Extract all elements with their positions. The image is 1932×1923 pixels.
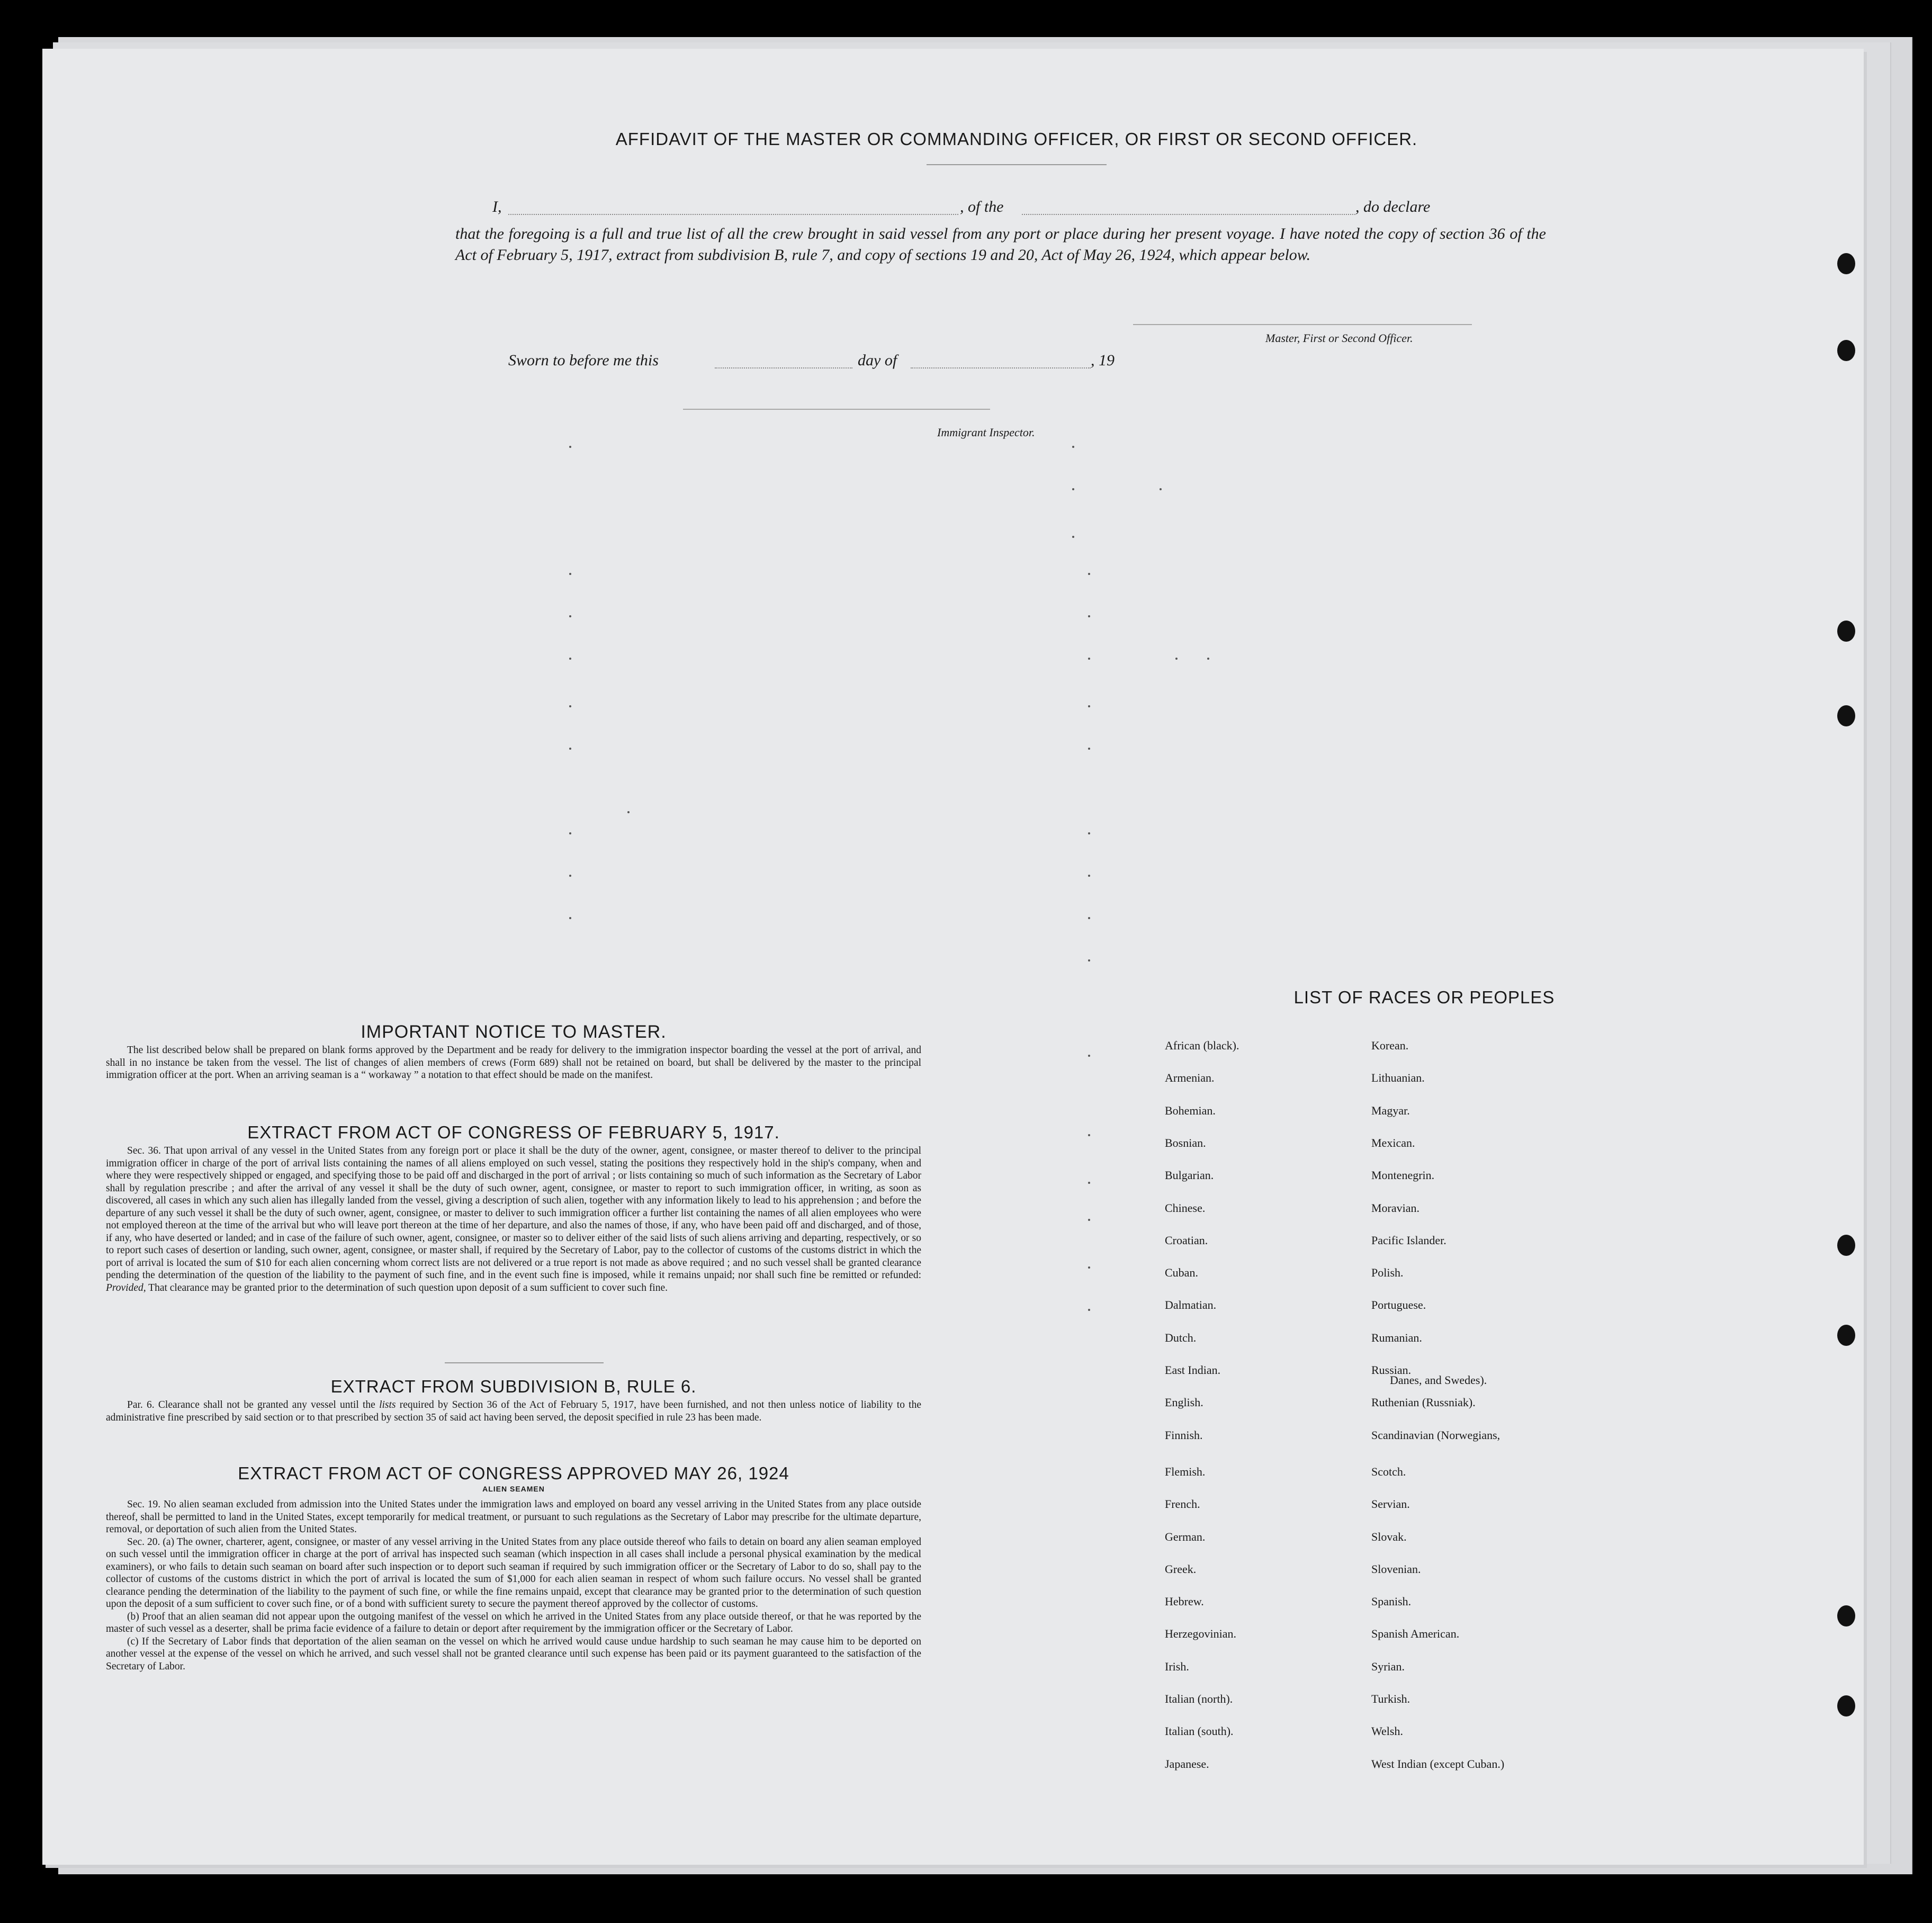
affidavit-title: AFFIDAVIT OF THE MASTER OR COMMANDING OFFICER, OR FIRST OR SECOND OFFICER. <box>615 129 1418 149</box>
race-item: Russian. <box>1371 1363 1412 1377</box>
extract-rule6-text-end: required by Section 36 of the Act of February 5, 1917, have been furnished, and not then unless notice of liability to the administrative fine prescribed by said section or to that prescribed by section 35 of said act having been served, the deposit specified in rule 23 has been made. <box>106 1399 922 1423</box>
inspector-caption: Immigrant Inspector. <box>937 426 1035 439</box>
extract-1924-title: EXTRACT FROM ACT OF CONGRESS APPROVED MAY 26, 1924 <box>238 1463 789 1483</box>
race-item: Spanish American. <box>1371 1627 1460 1641</box>
race-item: East Indian. <box>1165 1363 1221 1377</box>
name-blank <box>508 214 958 215</box>
race-item: Turkish. <box>1371 1692 1410 1705</box>
race-item: Armenian. <box>1165 1071 1215 1085</box>
race-item: Flemish. <box>1165 1464 1206 1478</box>
extract-1924-sec19: Sec. 19. No alien seaman excluded from admission into the United States under the immigration laws and employed on board any vessel arriving in the United States from any place outside thereof, shall be permitted to land in the United States, except temporarily for medical treatment, or pursuant to such regulations as the Secretary of Labor may prescribe for the ultimate departure, removal, or deportation of such alien from the United States. <box>106 1499 921 1535</box>
race-item: Greek. <box>1165 1562 1197 1576</box>
race-item: Chinese. <box>1165 1201 1206 1215</box>
race-item: Dutch. <box>1165 1331 1197 1344</box>
affidavit-do-declare-label: , do declare <box>1355 198 1431 215</box>
races-title: LIST OF RACES OR PEOPLES <box>1293 987 1555 1007</box>
punch-hole <box>1837 340 1855 361</box>
extract-1924-body <box>106 1498 921 1673</box>
race-item: Ruthenian (Russniak). <box>1371 1396 1476 1409</box>
sworn-month-blank <box>911 367 1091 369</box>
sworn-day-of: day of <box>858 352 897 369</box>
extract-1917-proviso-word: Provided, <box>106 1282 146 1293</box>
punch-hole <box>1837 253 1855 274</box>
race-item: Bosnian. <box>1165 1136 1206 1149</box>
sworn-year: , 19 <box>1091 352 1115 369</box>
race-item: Slovenian. <box>1371 1562 1421 1576</box>
race-item: Lithuanian. <box>1371 1071 1425 1085</box>
extract-1924-subtitle: ALIEN SEAMEN <box>482 1485 545 1493</box>
section-divider <box>445 1362 604 1363</box>
race-item: Portuguese. <box>1371 1298 1426 1312</box>
race-item: Slovak. <box>1371 1530 1407 1543</box>
extract-1917-text: Sec. 36. That upon arrival of any vessel in the United States from any foreign port or place it shall be the duty of the owner, agent, consignee, or master thereof to deliver to the principal immigration officer in charge of the port of arrival lists containing the names of all aliens employed on such vessel, stating the positions they respectively hold in the ship's company, when and where they were respectively shipped or engaged, and specifying those to be paid off and discharged in the port of arrival ; or lists containing so much of such information as the Secretary of Labor shall by regulation prescribe ; and after the arrival of any vessel it shall be the duty of such owner, agent, consignee, or master to report to such immigration officer, in writing, as soon as discovered, all cases in which any such alien has illegally landed from the vessel, giving a description of such alien, together with any information likely to lead to his apprehension ; and before the departure of any such vessel it shall be the duty of such owner, agent, consignee, or master to deliver to such immigration officer a further list containing the names of all alien employees who were not employed thereon at the time of the arrival but who will leave port thereon at the time of her departure, and also the names of those, if any, who have been paid off and discharged, and of those, if any, who have deserted or landed; and in case of the failure of such owner, agent, consignee, or master so to deliver either of the said lists of such aliens arriving and departing, respectively, or so to report such cases of desertion or landing, such owner, agent, consignee, or master shall, if required by the Secretary of Labor, pay to the collector of customs of the customs district in which the port of arrival is located the sum of $10 for each alien concerning whom correct lists are not delivered or a true report is not made as above required ; and no such vessel shall be granted clearance pending the determination of the question of the liability to the payment of such fine, and in the event such fine is imposed, while it remains unpaid; nor shall such fine be remitted or refunded: <box>106 1145 921 1281</box>
race-item: Korean. <box>1371 1039 1409 1052</box>
extract-1924-sec20a: Sec. 20. (a) The owner, charterer, agent, consignee, or master of any vessel arriving in the United States from any place outside thereof who fails to detain on board any alien seaman employed on such vessel until the immigration officer in charge at the port of arrival has inspected such seaman (which inspection in all cases shall include a personal physical examination by the medical examiners), or who fails to detain such seaman on board after such inspection or to deport such seaman if required by such immigration officer or the Secretary of Labor to do so, shall pay to the collector of customs of the customs district in which the port of arrival is located the sum of $1,000 for each alien seaman in respect of whom such failure occurs. No vessel shall be granted clearance pending the determination of the liability to the payment of such fine, or while the fine remains unpaid, except that clearance may be granted prior to the determination of such question upon the deposit of a sum sufficient to cover such fine, or of a bond with sufficient surety to secure the payment thereof approved by the collector of customs. <box>106 1536 921 1610</box>
race-item: West Indian (except Cuban.) <box>1371 1757 1505 1771</box>
race-item: Japanese. <box>1165 1757 1209 1771</box>
race-item: Italian (north). <box>1165 1692 1233 1705</box>
sworn-prefix: Sworn to before me this <box>508 352 659 369</box>
races-right-column <box>1371 1039 1636 1833</box>
affidavit-body: that the foregoing is a full and true list of all the crew brought in said vessel from any port or place during her present voyage. I have noted the copy of section 36 of the Act of February 5, 1917, extract from subdivision B, rule 7, and copy of sections 19 and 20, Act of May 26, 1924, which appear below. <box>455 225 1546 264</box>
signature-line <box>1133 324 1472 325</box>
race-item: French. <box>1165 1497 1200 1511</box>
race-item: Montenegrin. <box>1371 1169 1435 1182</box>
document-page <box>42 49 1864 1865</box>
race-item: Scotch. <box>1371 1464 1406 1478</box>
race-item: Polish. <box>1371 1266 1404 1280</box>
race-item: English. <box>1165 1396 1203 1409</box>
extract-1917-proviso-rest: That clearance may be granted prior to the determination of such question upon deposit of a sum sufficient to cover such fine. <box>148 1282 668 1293</box>
affidavit-of-the-label: , of the <box>960 198 1004 215</box>
sworn-date-blank <box>715 367 852 369</box>
race-item: Bulgarian. <box>1165 1169 1214 1182</box>
race-item: African (black). <box>1165 1039 1239 1052</box>
race-item: Mexican. <box>1371 1136 1415 1149</box>
race-item: Welsh. <box>1371 1724 1403 1738</box>
race-item: Finnish. <box>1165 1428 1203 1442</box>
race-item: Syrian. <box>1371 1659 1405 1673</box>
punch-hole <box>1837 1235 1855 1256</box>
race-item: Herzegovinian. <box>1165 1627 1236 1641</box>
notice-title: IMPORTANT NOTICE TO MASTER. <box>361 1022 667 1042</box>
extract-rule6-title: EXTRACT FROM SUBDIVISION B, RULE 6. <box>330 1377 697 1396</box>
race-item: Hebrew. <box>1165 1595 1204 1609</box>
race-item: Rumanian. <box>1371 1331 1422 1344</box>
notice-body: The list described below shall be prepared on blank forms approved by the Department and be ready for delivery to the immigration inspector boarding the vessel at the port of arrival, and shall in no instance be taken from the vessel. The list of changes of alien members of crews (Form 689) shall not be retained on board, but shall be delivered by the master to the principal immigration officer at the port. When an arriving seaman is a “ workaway ” a notation to that effect should be made on the manifest. <box>106 1045 921 1081</box>
race-item: Servian. <box>1371 1497 1410 1511</box>
affidavit-title-rule <box>927 164 1107 165</box>
extract-1924-sec20c: (c) If the Secretary of Labor finds that deportation of the alien seaman on the vessel on which he arrived would cause undue hardship to such seaman he may cause him to be deported on another vessel at the expense of the vessel on which he arrived, and such vessel shall not be granted clearance until such expense has been paid or its payment guaranteed to the satisfaction of the Secretary of Labor. <box>106 1636 921 1672</box>
vessel-blank <box>1022 214 1355 215</box>
race-item: Italian (south). <box>1165 1724 1234 1738</box>
punch-hole <box>1837 1605 1855 1627</box>
extract-rule6-body <box>106 1399 921 1424</box>
race-item: Magyar. <box>1371 1103 1410 1117</box>
race-item: German. <box>1165 1530 1206 1543</box>
race-item: Pacific Islander. <box>1371 1233 1446 1247</box>
race-item: Scandinavian (Norwegians, <box>1371 1428 1500 1442</box>
race-scandinavian-continuation: Danes, and Swedes). <box>1390 1373 1487 1387</box>
punch-hole <box>1837 705 1855 726</box>
race-item: Cuban. <box>1165 1266 1198 1280</box>
sworn-line <box>508 352 1197 373</box>
race-item: Moravian. <box>1371 1201 1420 1215</box>
race-item: Irish. <box>1165 1659 1189 1673</box>
race-item: Bohemian. <box>1165 1103 1216 1117</box>
extract-rule6-text-start: Par. 6. Clearance shall not be granted any vessel until the <box>127 1399 375 1410</box>
affidavit-i-label: I, <box>492 198 502 215</box>
extract-1917-body <box>106 1145 921 1294</box>
punch-hole <box>1837 621 1855 642</box>
race-item: Spanish. <box>1371 1595 1412 1609</box>
extract-1917-title: EXTRACT FROM ACT OF CONGRESS OF FEBRUARY 5, 1917. <box>247 1122 780 1142</box>
punch-hole <box>1837 1695 1855 1717</box>
race-item: Dalmatian. <box>1165 1298 1217 1312</box>
race-item: Croatian. <box>1165 1233 1208 1247</box>
inspector-signature-line <box>683 409 990 410</box>
extract-rule6-lists: lists <box>379 1399 396 1410</box>
punch-hole <box>1837 1325 1855 1346</box>
extract-1924-sec20b: (b) Proof that an alien seaman did not appear upon the outgoing manifest of the vessel on which he arrived in the United States from any place outside thereof, or that he was reported by the master of such vessel as a deserter, shall be prima facie evidence of a failure to detain or deport after requirement by the immigration officer or the Secretary of Labor. <box>106 1611 921 1634</box>
signature-caption: Master, First or Second Officer. <box>1265 331 1413 345</box>
affidavit-declaration-line <box>492 198 1551 219</box>
races-left-column <box>1165 1039 1366 1833</box>
